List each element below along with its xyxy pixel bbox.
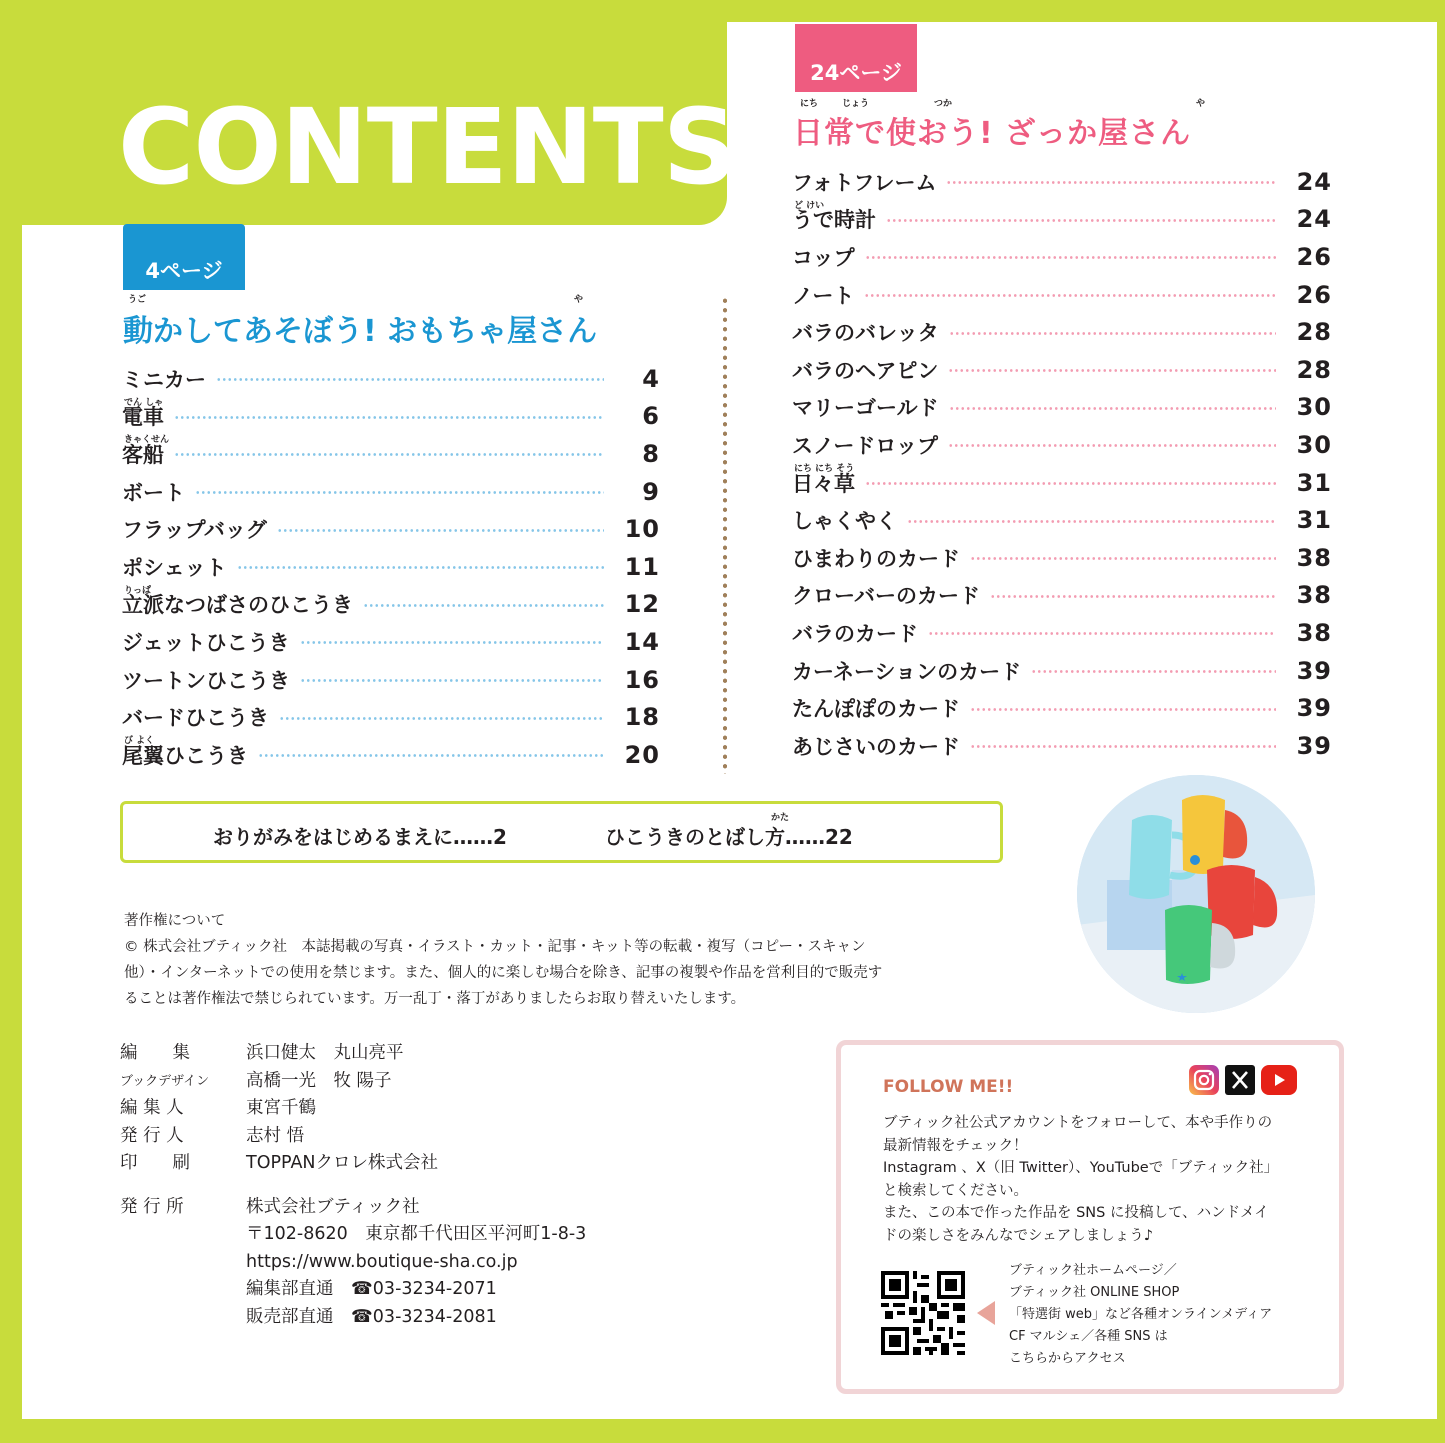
ruby-ugo: うご — [128, 295, 147, 305]
toc-item[interactable] — [122, 360, 660, 398]
toc-item-ruby: きゃくせん — [124, 435, 170, 446]
toc-item-page: 6 — [642, 402, 660, 431]
note-before-start: おりがみをはじめるまえに……2 — [213, 825, 507, 849]
section-tab-left: 4ページ — [123, 224, 245, 290]
dot-leader — [946, 181, 1276, 184]
credits-publisher-row — [120, 1194, 586, 1222]
toc-item-page: 38 — [1296, 543, 1332, 572]
toc-item-page: 24 — [1296, 205, 1332, 234]
follow-text — [883, 1112, 1323, 1247]
credits-row — [120, 1068, 586, 1096]
toc-item-page: 18 — [624, 703, 660, 732]
toc-item[interactable] — [122, 548, 660, 586]
toc-item-title: 客船 — [122, 442, 164, 467]
toc-item-page: 30 — [1296, 430, 1332, 459]
page-title: CONTENTS — [118, 86, 737, 208]
toc-item-title: ツートンひこうき — [122, 668, 290, 693]
toc-item-page: 20 — [624, 740, 660, 769]
toc-item[interactable] — [122, 398, 660, 436]
toc-item[interactable] — [122, 435, 660, 473]
toc-item-title: うで時計 — [792, 208, 876, 233]
toc-item-title: 日々草 — [792, 471, 855, 496]
follow-links — [1009, 1260, 1272, 1370]
follow-text-line: また、この本で作った作品を SNS に投稿して、ハンドメイ — [883, 1205, 1269, 1221]
follow-title: FOLLOW ME!! — [883, 1077, 1014, 1097]
toc-item-page: 38 — [1296, 618, 1332, 647]
follow-link-line: ブティック社 ONLINE SHOP — [1009, 1285, 1180, 1300]
follow-text-line: ドの楽しさをみんなでシェアしましょう♪ — [883, 1227, 1153, 1244]
toc-item-page: 28 — [1296, 355, 1332, 384]
cups-photo — [1077, 775, 1315, 1013]
toc-item-title: クローバーのカード — [792, 584, 980, 609]
toc-item-title: あじさいのカード — [792, 734, 960, 759]
toc-item-title: マリーゴールド — [792, 396, 939, 421]
dot-leader — [990, 595, 1276, 598]
toc-item-page: 39 — [1296, 694, 1332, 723]
credits-value: TOPPANクロレ株式会社 — [246, 1153, 439, 1173]
dot-leader — [970, 745, 1276, 748]
copyright-notice — [124, 908, 884, 1012]
dot-leader — [948, 369, 1276, 372]
toc-list-goods — [792, 163, 1332, 765]
copyright-body: © 株式会社ブティック社 本誌掲載の写真・イラスト・カット・記事・キット等の転載・複写（コピー・スキャン他）・インターネットでの使用を禁じます。また、個人的に楽しむ場合を除き、記事の複製や作品を営利目的で販売することは著作権法で禁じられています。万一乱丁・落丁がありましたらお取り替えいたします。 — [124, 939, 883, 1007]
dot-leader — [907, 520, 1276, 523]
toc-item-page: 16 — [624, 665, 660, 694]
toc-item[interactable] — [792, 238, 1332, 276]
ruby-jou: じょう — [842, 99, 870, 109]
dot-leader — [865, 482, 1276, 485]
credits-row — [120, 1040, 586, 1068]
ruby-kata: かた — [771, 813, 790, 823]
toc-item-title: ボート — [122, 480, 185, 505]
toc-item[interactable] — [792, 652, 1332, 690]
credits-role: 発 行 人 — [120, 1125, 184, 1146]
toc-item[interactable] — [792, 276, 1332, 314]
ruby-ya-left: や — [574, 295, 584, 305]
dot-leader — [258, 754, 604, 757]
credits-value: 志村 悟 — [246, 1125, 305, 1146]
dot-leader — [363, 604, 604, 607]
toc-item-title: ミニカー — [122, 367, 206, 392]
dot-leader — [948, 444, 1276, 447]
x-icon[interactable] — [1225, 1065, 1255, 1095]
toc-item-page: 31 — [1296, 506, 1332, 535]
dot-leader — [195, 491, 604, 494]
toc-item-page: 28 — [1296, 318, 1332, 347]
toc-item-page: 38 — [1296, 581, 1332, 610]
dot-leader — [970, 708, 1276, 711]
dot-leader — [949, 332, 1276, 335]
credits-value: 浜口健太 丸山亮平 — [246, 1043, 404, 1063]
section-title-goods: 日常で使おう! ざっか屋さん — [793, 116, 1192, 151]
toc-item[interactable] — [122, 586, 660, 624]
ruby-ya-right: や — [1196, 99, 1206, 109]
follow-link-line: ブティック社ホームページ／ — [1009, 1263, 1177, 1278]
toc-item-title: スノードロップ — [792, 433, 938, 458]
credits-staff — [120, 1040, 586, 1178]
toc-item[interactable] — [792, 351, 1332, 389]
toc-item-title: バラのカード — [792, 621, 918, 646]
follow-text-line: 最新情報をチェック！ — [883, 1137, 1028, 1154]
toc-item-page: 10 — [624, 515, 660, 544]
dot-leader — [886, 219, 1276, 222]
notes-box — [120, 801, 1003, 863]
youtube-icon[interactable] — [1261, 1065, 1297, 1095]
toc-item[interactable] — [792, 501, 1332, 539]
credits — [120, 1040, 586, 1331]
ruby-nichi: にち — [800, 99, 819, 109]
toc-item-ruby: にち にち そう — [794, 463, 855, 474]
credits-row — [120, 1123, 586, 1151]
note-how-to-fly: ひこうきのとばし方……22 — [605, 825, 853, 849]
follow-text-line: ブティック社公式アカウントをフォローして、本や手作りの — [883, 1115, 1273, 1131]
toc-item[interactable] — [122, 698, 660, 736]
toc-item-ruby: りっぱ — [124, 585, 152, 596]
toc-item-title: バラのバレッタ — [792, 321, 939, 346]
toc-item[interactable] — [122, 736, 660, 774]
credits-role: ブックデザイン — [120, 1073, 210, 1089]
dot-leader — [1031, 670, 1276, 673]
dot-leader — [970, 557, 1276, 560]
section-title-toys: 動かしてあそぼう! おもちゃ屋さん — [123, 314, 598, 349]
follow-link-line: こちらからアクセス — [1009, 1351, 1126, 1366]
toc-item-title: フォトフレーム — [792, 170, 937, 195]
toc-item[interactable] — [122, 510, 660, 548]
toc-item-ruby: び よく — [124, 735, 155, 746]
toc-item-ruby: でん しゃ — [124, 397, 164, 408]
follow-text-line: Instagram 、X（旧 Twitter）、YouTubeで「ブティック社」 — [883, 1160, 1279, 1176]
toc-item-page: 12 — [624, 590, 660, 619]
toc-item[interactable] — [122, 661, 660, 699]
toc-item-page: 39 — [1296, 731, 1332, 760]
toc-item[interactable] — [792, 614, 1332, 652]
publisher-name: 株式会社ブティック社 — [246, 1196, 420, 1217]
toc-item-title: 電車 — [122, 405, 164, 430]
arrow-left-icon — [977, 1301, 995, 1325]
toc-item-page: 24 — [1296, 167, 1332, 196]
toc-item-page: 9 — [642, 477, 660, 506]
dot-leader — [949, 407, 1276, 410]
dot-leader — [864, 294, 1276, 297]
dot-leader — [865, 256, 1276, 259]
toc-item-title: ノート — [792, 283, 855, 308]
dot-leader — [174, 453, 604, 456]
toc-item[interactable] — [792, 313, 1332, 351]
toc-item-page: 8 — [642, 439, 660, 468]
follow-link-line: 「特選街 web」など各種オンラインメディア — [1009, 1307, 1273, 1322]
dot-leader — [237, 566, 604, 569]
dot-leader — [928, 632, 1276, 635]
toc-item-page: 31 — [1296, 468, 1332, 497]
section-tab-right: 24ページ — [795, 24, 917, 92]
toc-item[interactable] — [792, 727, 1332, 765]
toc-item-title: ポシェット — [122, 555, 227, 580]
toc-item-title: ひまわりのカード — [792, 546, 960, 571]
dot-leader — [300, 679, 604, 682]
toc-item-page: 26 — [1296, 280, 1332, 309]
toc-item-title: しゃくやく — [792, 509, 897, 534]
publisher-editorial-phone: 編集部直通 ☎03-3234-2071 — [246, 1279, 497, 1299]
toc-item[interactable] — [792, 201, 1332, 239]
copyright-heading: 著作権について — [124, 913, 226, 929]
credits-row — [120, 1150, 586, 1178]
dot-leader — [174, 416, 604, 419]
toc-item[interactable] — [792, 464, 1332, 502]
publisher-role: 発 行 所 — [120, 1196, 184, 1217]
toc-item-page: 39 — [1296, 656, 1332, 685]
toc-item-ruby: ど けい — [794, 200, 825, 211]
follow-box — [836, 1040, 1344, 1394]
toc-item-page: 14 — [624, 627, 660, 656]
toc-item-page: 30 — [1296, 393, 1332, 422]
publisher-sales-phone: 販売部直通 ☎03-3234-2081 — [246, 1306, 497, 1327]
toc-item[interactable] — [792, 539, 1332, 577]
dot-leader — [300, 641, 604, 644]
toc-item-title: 尾翼ひこうき — [122, 743, 248, 768]
dot-leader — [216, 378, 604, 381]
toc-item-title: フラップバッグ — [122, 518, 267, 543]
publisher-url[interactable]: https://www.boutique-sha.co.jp — [246, 1251, 518, 1272]
toc-item-page: 11 — [624, 552, 660, 581]
toc-item-title: バードひこうき — [122, 706, 269, 731]
credits-value: 東宮千鶴 — [246, 1098, 316, 1118]
toc-item[interactable] — [792, 577, 1332, 615]
toc-item-page: 26 — [1296, 242, 1332, 271]
credits-row — [120, 1095, 586, 1123]
toc-item[interactable] — [792, 389, 1332, 427]
toc-item-title: バラのヘアピン — [792, 358, 939, 383]
toc-item[interactable] — [792, 689, 1332, 727]
publisher-address: 〒102-8620 東京都千代田区平河町1-8-3 — [246, 1224, 587, 1244]
toc-item[interactable] — [792, 426, 1332, 464]
follow-text-line: と検索してください。 — [883, 1182, 1028, 1199]
dot-leader — [277, 529, 604, 532]
follow-link-line: CF マルシェ／各種 SNS は — [1009, 1329, 1168, 1344]
toc-item-title: ジェットひこうき — [122, 630, 290, 655]
column-divider — [723, 296, 727, 774]
dot-leader — [279, 717, 604, 720]
credits-role: 印 刷 — [120, 1153, 190, 1173]
credits-role: 編 集 人 — [120, 1098, 184, 1118]
toc-item-title: カーネーションのカード — [792, 659, 1022, 684]
toc-item[interactable] — [792, 163, 1332, 201]
ruby-tsuka: つか — [934, 99, 953, 109]
toc-item-title: 立派なつばさのひこうき — [122, 593, 353, 618]
credits-value: 高橋一光 牧 陽子 — [246, 1070, 392, 1091]
toc-item[interactable] — [122, 623, 660, 661]
qr-code[interactable] — [881, 1271, 965, 1355]
toc-item-title: コップ — [792, 245, 855, 270]
credits-role: 編 集 — [120, 1043, 190, 1063]
toc-item-page: 4 — [642, 364, 660, 393]
toc-item[interactable] — [122, 473, 660, 511]
toc-list-toys — [122, 360, 660, 774]
instagram-icon[interactable] — [1189, 1065, 1219, 1095]
toc-item-title: たんぽぽのカード — [792, 697, 960, 722]
